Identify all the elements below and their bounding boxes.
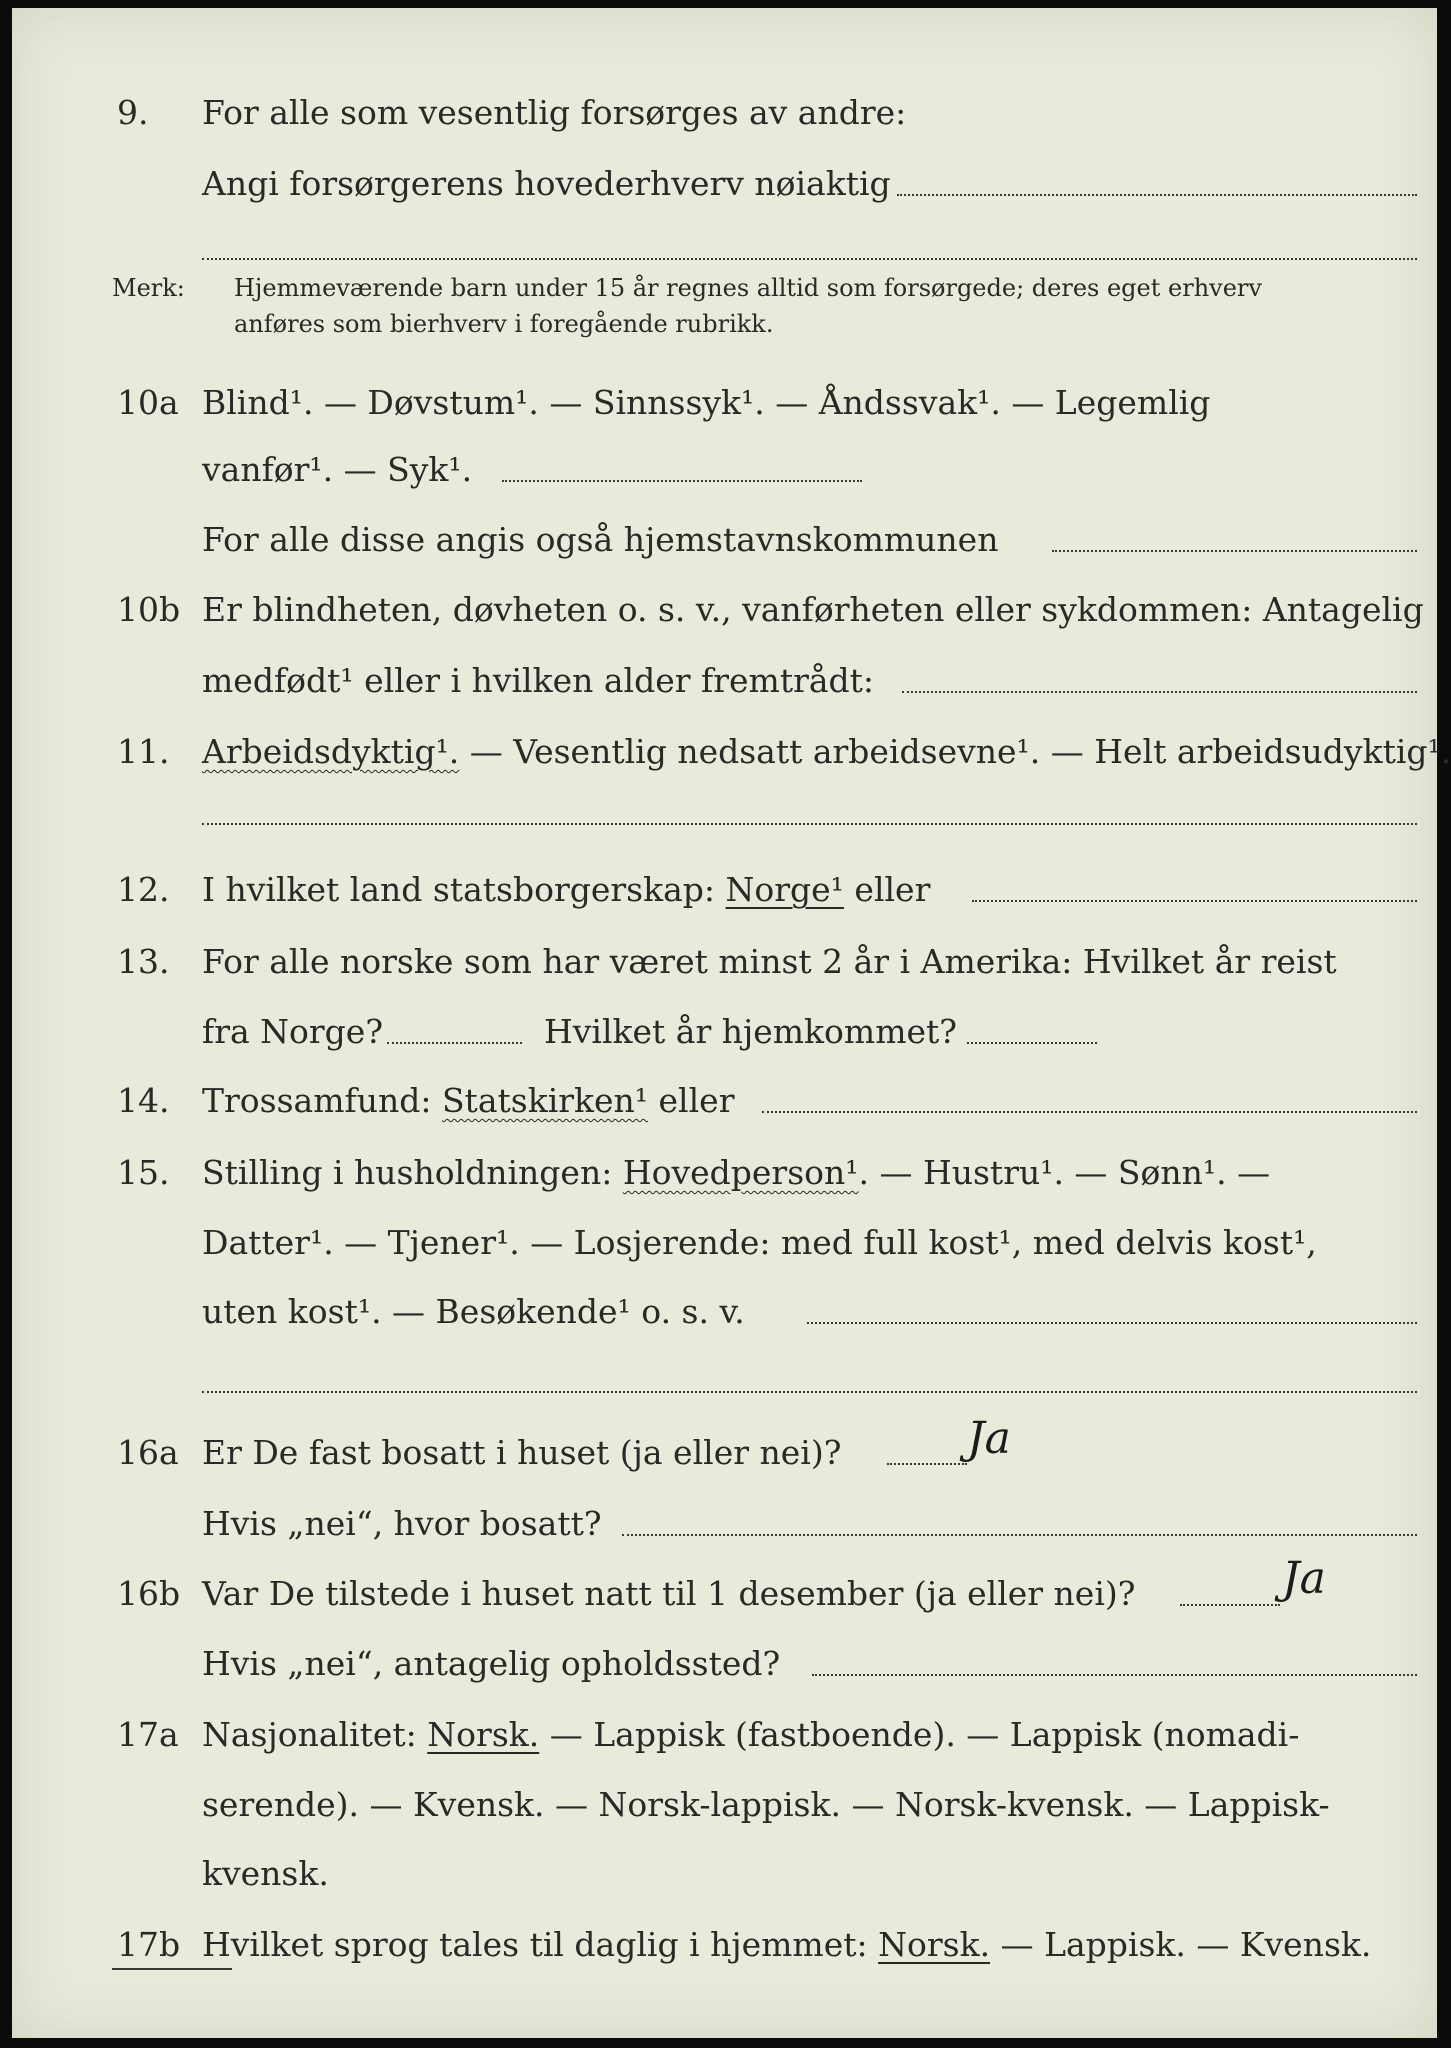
- q10b-text-1: Er blindheten, døvheten o. s. v., vanførheten eller sykdommen: Antagelig: [202, 590, 1424, 629]
- q10b-text-2: medfødt¹ eller i hvilken alder fremtrådt:: [202, 661, 875, 700]
- q17a-line1: [12, 1705, 1437, 1765]
- q11-answer-line[interactable]: [202, 823, 1417, 825]
- q13-text-2b: Hvilket år hjemkommet?: [544, 1012, 957, 1051]
- q12-number: 12.: [117, 870, 170, 909]
- q9-text-2: Angi forsørgerens hovederhverv nøiaktig: [202, 164, 891, 203]
- q15-option-hovedperson[interactable]: Hovedperson¹: [622, 1153, 859, 1192]
- q14-option-statskirken[interactable]: Statskirken¹: [441, 1081, 649, 1120]
- q10a-answer-line-1[interactable]: [502, 480, 862, 482]
- q16a-line1: [12, 1423, 1437, 1483]
- q16b-line2: [12, 1634, 1437, 1694]
- q10a-number: 10a: [117, 383, 179, 422]
- q10a-line2: [12, 440, 1437, 500]
- merk-text-2: anføres som bierhverv i foregående rubrikk.: [234, 310, 774, 338]
- q9-text-1: For alle som vesentlig forsørges av andre:: [202, 93, 907, 132]
- q14-answer-line[interactable]: [762, 1111, 1417, 1113]
- q16a-line2: [12, 1494, 1437, 1554]
- q16b-answer-line-1[interactable]: [1180, 1604, 1280, 1606]
- q11-option-arbeidsdyktig[interactable]: Arbeidsdyktig¹.: [202, 732, 460, 771]
- q15-text-pre: Stilling i husholdningen:: [202, 1153, 613, 1192]
- q15-number: 15.: [117, 1153, 170, 1192]
- q17b-number: 17b: [117, 1925, 181, 1964]
- q10a-line3: [12, 510, 1437, 570]
- q15-text-3: uten kost¹. — Besøkende¹ o. s. v.: [202, 1292, 745, 1331]
- q9-number: 9.: [117, 93, 149, 132]
- q10a-text-2: vanfør¹. — Syk¹.: [202, 450, 473, 489]
- q16a-handwritten-answer[interactable]: Ja: [967, 1413, 1011, 1464]
- q13-line2: [12, 1002, 1437, 1062]
- q9-line2: [12, 154, 1437, 214]
- q17b-option-norsk[interactable]: Norsk.: [878, 1925, 991, 1964]
- q16b-answer-line-2[interactable]: [812, 1674, 1417, 1676]
- q17b-text-rest: — Lappisk. — Kvensk.: [1000, 1925, 1372, 1964]
- q17a-line3: [12, 1844, 1437, 1904]
- q17a-text-pre: Nasjonalitet:: [202, 1715, 417, 1754]
- q17a-line2: [12, 1775, 1437, 1835]
- q10b-line2: [12, 651, 1437, 711]
- q17a-option-norsk[interactable]: Norsk.: [427, 1715, 540, 1754]
- q12-answer-line[interactable]: [972, 900, 1417, 902]
- q14-text-pre: Trossamfund:: [202, 1081, 432, 1120]
- q13-text-2a: fra Norge?: [202, 1012, 384, 1051]
- q10a-text-1: Blind¹. — Døvstum¹. — Sinnssyk¹. — Åndssvak¹. — Legemlig: [202, 383, 1211, 422]
- q12-text-post: eller: [854, 870, 931, 909]
- q10b-number: 10b: [117, 590, 181, 629]
- q16a-text-1: Er De fast bosatt i huset (ja eller nei)?: [202, 1433, 842, 1472]
- q11-text: [202, 722, 1451, 782]
- q13-answer-line-1[interactable]: [387, 1042, 522, 1044]
- q16b-handwritten-answer[interactable]: Ja: [1282, 1553, 1326, 1604]
- q15-answer-line-2[interactable]: [202, 1391, 1417, 1393]
- merk-label: Merk:: [112, 274, 185, 302]
- q15-line1: [12, 1143, 1437, 1203]
- q11-number: 11.: [117, 732, 170, 771]
- q15-line3: [12, 1282, 1437, 1342]
- q9-line1: [12, 83, 1437, 143]
- q12-line: [12, 860, 1437, 920]
- q14-line: [12, 1071, 1437, 1131]
- q17a-text-1: [202, 1705, 1299, 1765]
- q13-number: 13.: [117, 942, 170, 981]
- q14-text: [202, 1071, 734, 1131]
- q15-text-1: [202, 1143, 1270, 1203]
- q16b-line1: [12, 1564, 1437, 1624]
- q16a-answer-line-1[interactable]: [887, 1463, 967, 1465]
- q17a-text-1-rest: — Lappisk (fastboende). — Lappisk (nomadi-: [549, 1715, 1300, 1754]
- q10a-answer-line-2[interactable]: [1052, 550, 1417, 552]
- q9-answer-line-1[interactable]: [897, 194, 1417, 196]
- q12-text: [202, 860, 930, 920]
- q16b-text-1: Var De tilstede i huset natt til 1 desember (ja eller nei)?: [202, 1574, 1136, 1613]
- footnote-rule: [112, 1968, 232, 1970]
- q16a-number: 16a: [117, 1433, 179, 1472]
- q11-line1: [12, 722, 1451, 782]
- q16a-answer-line-2[interactable]: [622, 1534, 1417, 1536]
- q15-answer-line-1[interactable]: [807, 1322, 1417, 1324]
- q17b-text: [202, 1915, 1371, 1975]
- q15-text-1-rest: . — Hustru¹. — Sønn¹. —: [858, 1153, 1271, 1192]
- q16b-number: 16b: [117, 1574, 181, 1613]
- q13-answer-line-2[interactable]: [967, 1042, 1097, 1044]
- census-form-page: [12, 8, 1451, 2038]
- q10b-answer-line[interactable]: [902, 691, 1417, 693]
- q11-text-rest: — Vesentlig nedsatt arbeidsevne¹. — Helt arbeidsudyktig¹.: [469, 732, 1451, 771]
- merk-text-1: Hjemmeværende barn under 15 år regnes alltid som forsørgede; deres eget erhverv: [234, 274, 1262, 302]
- q17a-text-3: kvensk.: [202, 1854, 329, 1893]
- q15-line2: [12, 1213, 1437, 1273]
- q17b-line: [12, 1915, 1437, 1975]
- q16b-text-2: Hvis „nei“, antagelig opholdssted?: [202, 1644, 781, 1683]
- q16a-text-2: Hvis „nei“, hvor bosatt?: [202, 1504, 602, 1543]
- q13-text-1: For alle norske som har været minst 2 år i Amerika: Hvilket år reist: [202, 942, 1337, 981]
- q13-line1: [12, 932, 1437, 992]
- q12-option-norge[interactable]: Norge¹: [725, 870, 844, 909]
- q14-text-post: eller: [658, 1081, 735, 1120]
- q9-answer-line-2[interactable]: [202, 258, 1417, 260]
- q10a-line1: [12, 373, 1437, 433]
- q10b-line1: [12, 580, 1437, 640]
- q12-text-pre: I hvilket land statsborgerskap:: [202, 870, 716, 909]
- q17a-number: 17a: [117, 1715, 179, 1754]
- q17b-text-pre: Hvilket sprog tales til daglig i hjemmet:: [202, 1925, 868, 1964]
- q14-number: 14.: [117, 1081, 170, 1120]
- q15-text-2: Datter¹. — Tjener¹. — Losjerende: med full kost¹, med delvis kost¹,: [202, 1223, 1317, 1262]
- q10a-text-3: For alle disse angis også hjemstavnskommunen: [202, 520, 999, 559]
- q17a-text-2: serende). — Kvensk. — Norsk-lappisk. — Norsk-kvensk. — Lappisk-: [202, 1785, 1330, 1824]
